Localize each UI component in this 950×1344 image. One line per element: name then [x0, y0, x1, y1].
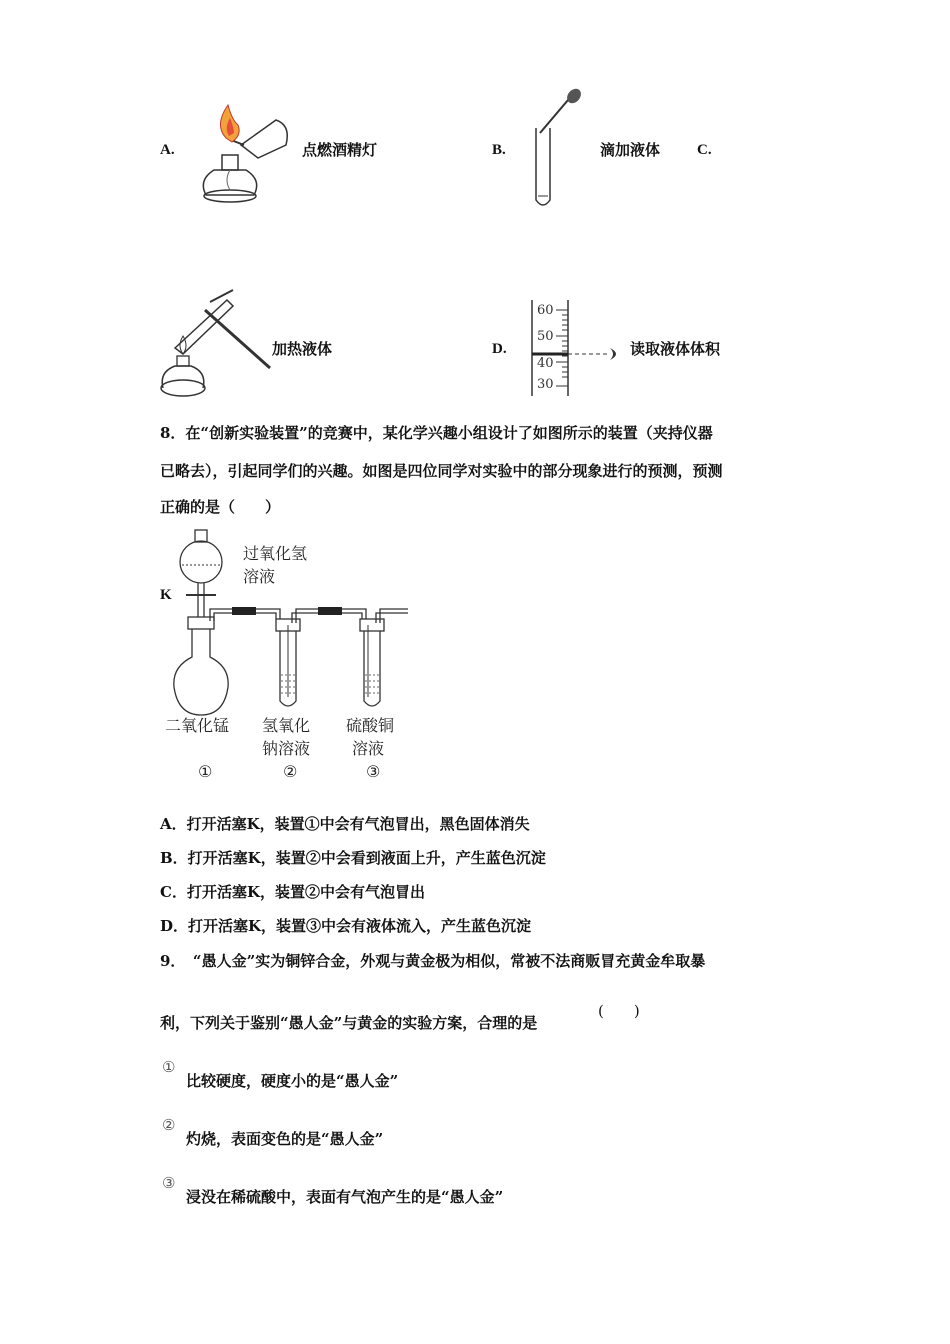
dropper-test-tube-image [526, 88, 586, 213]
option-a-text: 点燃酒精灯 [302, 141, 378, 159]
scale-label-50: 50 [537, 329, 554, 344]
q8-stem-line-2: 已略去），引起同学们的兴趣。如图是四位同学对实验中的部分现象进行的预测，预测 [160, 462, 723, 480]
option-d-letter: D. [492, 341, 507, 357]
q9-item-3-num: ③ [162, 1174, 176, 1192]
q9-item-1-text: 比较硬度，硬度小的是“愚人金” [186, 1072, 399, 1090]
option-b-letter: B. [492, 142, 506, 158]
q9-stem-line-1: 9． “愚人金”实为铜锌合金，外观与黄金极为相似，常被不法商贩冒充黄金牟取暴 [160, 952, 706, 970]
device-number-2: ② [283, 762, 298, 781]
heating-liquid-image [155, 288, 275, 406]
q9-item-3-text: 浸没在稀硫酸中，表面有气泡产生的是“愚人金” [186, 1188, 504, 1206]
tube-3-label-line-1: 硫酸铜 [346, 716, 395, 735]
option-b-text: 滴加液体 [600, 141, 661, 159]
q8-option-a: A．打开活塞K，装置①中会有气泡冒出，黑色固体消失 [160, 815, 530, 833]
tube-3-label-line-2: 溶液 [352, 739, 385, 758]
flask-1-label: 二氧化锰 [165, 716, 230, 735]
q9-stem-line-2: 利，下列关于鉴别“愚人金”与黄金的实验方案，合理的是 [160, 1014, 538, 1032]
option-d-text: 读取液体体积 [630, 340, 721, 358]
scale-label-30: 30 [537, 377, 554, 392]
option-a-letter: A. [160, 142, 175, 158]
q8-option-b: B．打开活塞K，装置②中会看到液面上升，产生蓝色沉淀 [160, 849, 546, 867]
alcohol-lamp-lighting-image [196, 100, 296, 210]
q8-option-c: C．打开活塞K，装置②中会有气泡冒出 [160, 883, 425, 901]
scale-label-60: 60 [537, 303, 554, 318]
funnel-label-line-1: 过氧化氢 [243, 544, 308, 563]
valve-k-label: K [160, 587, 172, 603]
device-number-1: ① [198, 762, 213, 781]
q9-item-2-text: 灼烧，表面变色的是“愚人金” [186, 1130, 384, 1148]
q8-stem-line-3: 正确的是（ ） [160, 498, 281, 516]
option-c-text: 加热液体 [272, 340, 333, 358]
tube-2-label-line-2: 钠溶液 [262, 739, 311, 758]
device-number-3: ③ [366, 762, 381, 781]
q9-answer-paren: ( ) [598, 1002, 640, 1020]
q8-stem-line-1: 8．在“创新实验装置”的竞赛中，某化学兴趣小组设计了如图所示的装置（夹持仪器 [160, 424, 713, 442]
q9-item-1-num: ① [162, 1058, 176, 1076]
tube-2-label-line-1: 氢氧化 [262, 716, 311, 735]
scale-label-40: 40 [537, 356, 554, 371]
funnel-label-line-2: 溶液 [243, 567, 276, 586]
q9-item-2-num: ② [162, 1116, 176, 1134]
option-c-letter: C. [697, 142, 712, 158]
q8-option-d: D．打开活塞K，装置③中会有液体流入，产生蓝色沉淀 [160, 917, 532, 935]
